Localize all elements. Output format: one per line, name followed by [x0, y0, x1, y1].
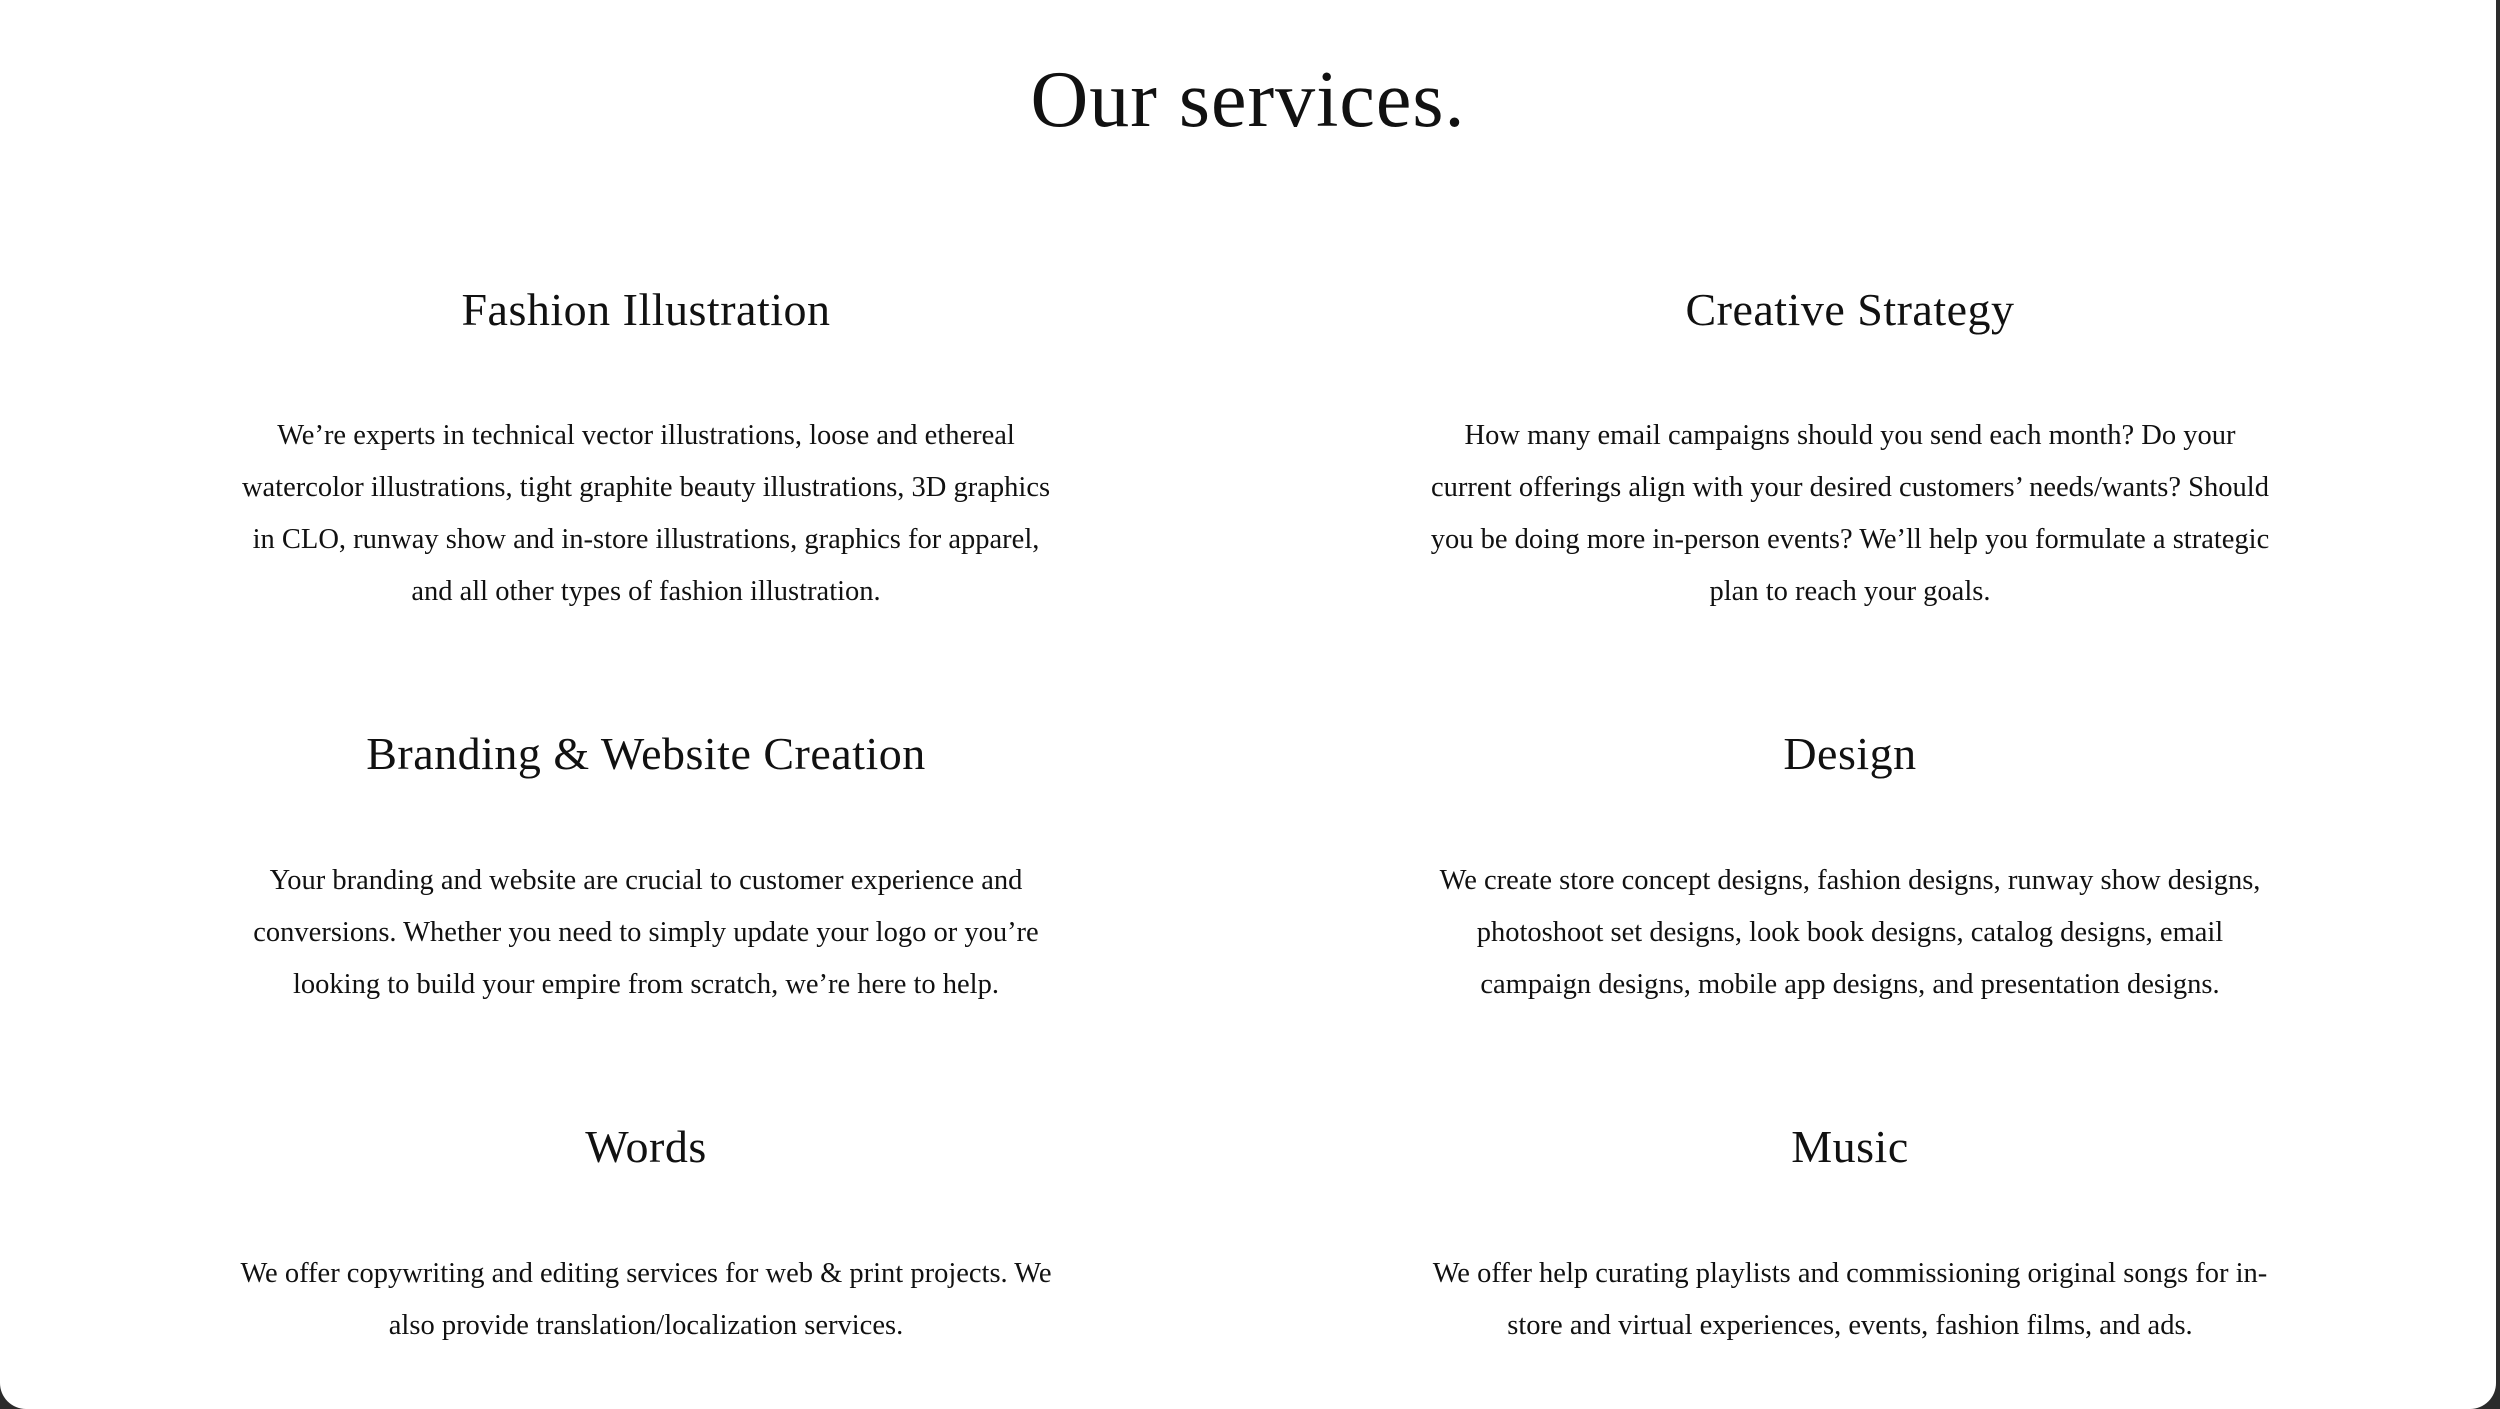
service-title: Music — [1791, 1121, 1909, 1172]
service-description: We offer help curating playlists and commissioning original songs for in-store and virtual experiences, events, fashion films, and ads. — [1432, 1258, 2268, 1341]
page-title: Our services. — [1030, 56, 1466, 144]
service-description: How many email campaigns should you send each month? Do your current offerings align with your desired customers’ needs/wants? Should you be doing more in-person events? We’ll help you formulate a strategic plan to reach your goals. — [1430, 420, 2270, 607]
service-description: We offer copywriting and editing services for web & print projects. We also provide translation/localization services. — [240, 1258, 1052, 1341]
service-music — [1430, 1117, 2270, 1357]
service-title: Creative Strategy — [1685, 284, 2015, 335]
service-description: We create store concept designs, fashion designs, runway show designs, photoshoot set designs, look book designs, catalog designs, email campaign designs, mobile app designs, and presentation designs. — [1439, 865, 2261, 1000]
service-branding-website — [230, 724, 1062, 1024]
service-creative-strategy — [1430, 280, 2270, 620]
service-title: Branding & Website Creation — [366, 728, 926, 779]
service-fashion-illustration — [230, 280, 1062, 620]
service-words — [230, 1117, 1062, 1357]
service-description: Your branding and website are crucial to customer experience and conversions. Whether you need to simply update your logo or you’re looking to build your empire from scratch, we’re here to help. — [253, 865, 1039, 1000]
service-design — [1430, 724, 2270, 1024]
service-title: Words — [585, 1121, 707, 1172]
service-description: We’re experts in technical vector illustrations, loose and ethereal watercolor illustrations, tight graphite beauty illustrations, 3D graphics in CLO, runway show and in-store illustrations, graphics for apparel, and all other types of fashion illustration. — [241, 420, 1051, 607]
service-title: Design — [1783, 728, 1917, 779]
service-title: Fashion Illustration — [461, 284, 831, 335]
